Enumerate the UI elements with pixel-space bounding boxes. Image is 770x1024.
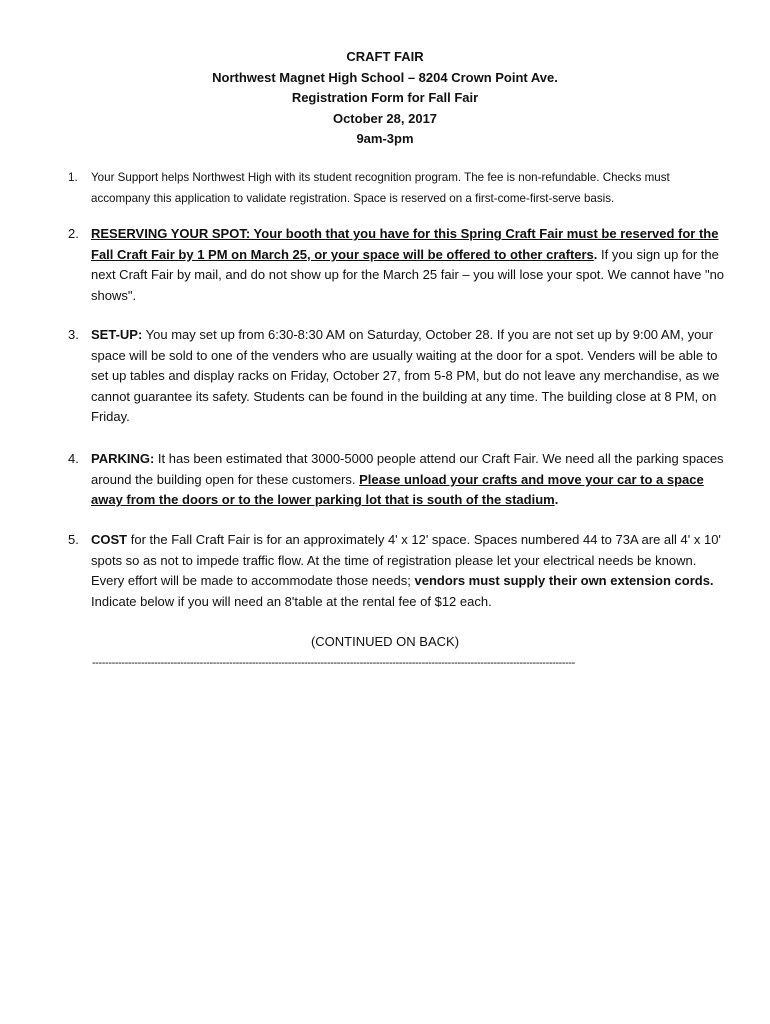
parking-emphasis: Please unload your crafts and move your car to a space away from the doors or to the lower parking lot that is south of the stadium <box>91 471 704 508</box>
list-number: 2. <box>68 226 79 241</box>
header-date: October 28, 2017 <box>332 110 438 126</box>
form-header <box>0 47 770 150</box>
list-item-text <box>91 530 728 612</box>
support-text: Your Support helps Northwest High with its student recognition program. The fee is non-refundable. Checks must accompany this application to validate registration. Space is reserved on a first-come-first-serve basis. <box>91 171 670 205</box>
header-hours: 9am-3pm <box>356 131 414 146</box>
parking-label: PARKING: <box>91 451 155 466</box>
list-number: 3. <box>68 327 79 342</box>
header-school: Northwest Magnet High School – 8204 Crown Point Ave. <box>212 69 558 85</box>
list-number: 1. <box>68 171 78 184</box>
list-item-text <box>91 168 728 209</box>
parking-period: . <box>554 492 559 508</box>
cost-text-b: Indicate below if you will need an 8'table at the rental fee of $12 each. <box>91 593 492 609</box>
list-item-parking <box>68 449 728 511</box>
list-number: 5. <box>68 532 79 547</box>
list-item-text <box>91 325 728 428</box>
cost-text-a: for the Fall Craft Fair is for an approximately 4' x 12' space. Spaces numbered 44 to 73A are all 4' x 10' spots so as not to impede traffic flow. At the time of registration please let your electrical needs be known. Every effort will be made to accommodate those needs; <box>91 532 721 589</box>
continued-note: (CONTINUED ON BACK) <box>310 634 460 649</box>
reserving-emphasis: RESERVING YOUR SPOT: Your booth that you have for this Spring Craft Fair must be reserved for the Fall Craft Fair by 1 PM on March 25, or your space will be offered to other crafters <box>91 226 719 262</box>
header-form-name: Registration Form for Fall Fair <box>291 90 479 105</box>
setup-text: You may set up from 6:30-8:30 AM on Saturday, October 28. If you are not set up by 9:00 AM, your space will be sold to one of the venders who are usually waiting at the door for a spot. Venders will be able to set up tables and display racks on Friday, October 27, from 5-8 PM, but do not leave any merchandise, as we cannot guarantee its safety. Students can be found in the building at any time. The building close at 8 PM, on Friday. <box>91 327 720 425</box>
list-item-text <box>91 449 728 511</box>
reserving-period: . <box>593 246 598 262</box>
reserving-text: If you sign up for the next Craft Fair by mail, and do not show up for the March 25 fair – you will lose your spot. We cannot have "no shows". <box>91 246 725 303</box>
cut-line-divider: ---------------------------------------------------------------------------------------------------------------------------------------------------- <box>92 657 575 669</box>
parking-text: It has been estimated that 3000-5000 people attend our Craft Fair. We need all the parking spaces around the building open for these customers. <box>91 451 724 487</box>
list-item-cost <box>68 530 728 612</box>
list-item-support <box>68 168 728 209</box>
list-number: 4. <box>68 451 79 466</box>
header-title: CRAFT FAIR <box>346 49 424 64</box>
setup-label: SET-UP: <box>91 327 143 342</box>
list-item-setup <box>68 325 728 428</box>
list-item-reserving <box>68 224 728 306</box>
cost-emphasis: vendors must supply their own extension cords. <box>414 573 714 589</box>
list-item-text <box>91 224 728 306</box>
cost-label: COST <box>91 532 128 547</box>
